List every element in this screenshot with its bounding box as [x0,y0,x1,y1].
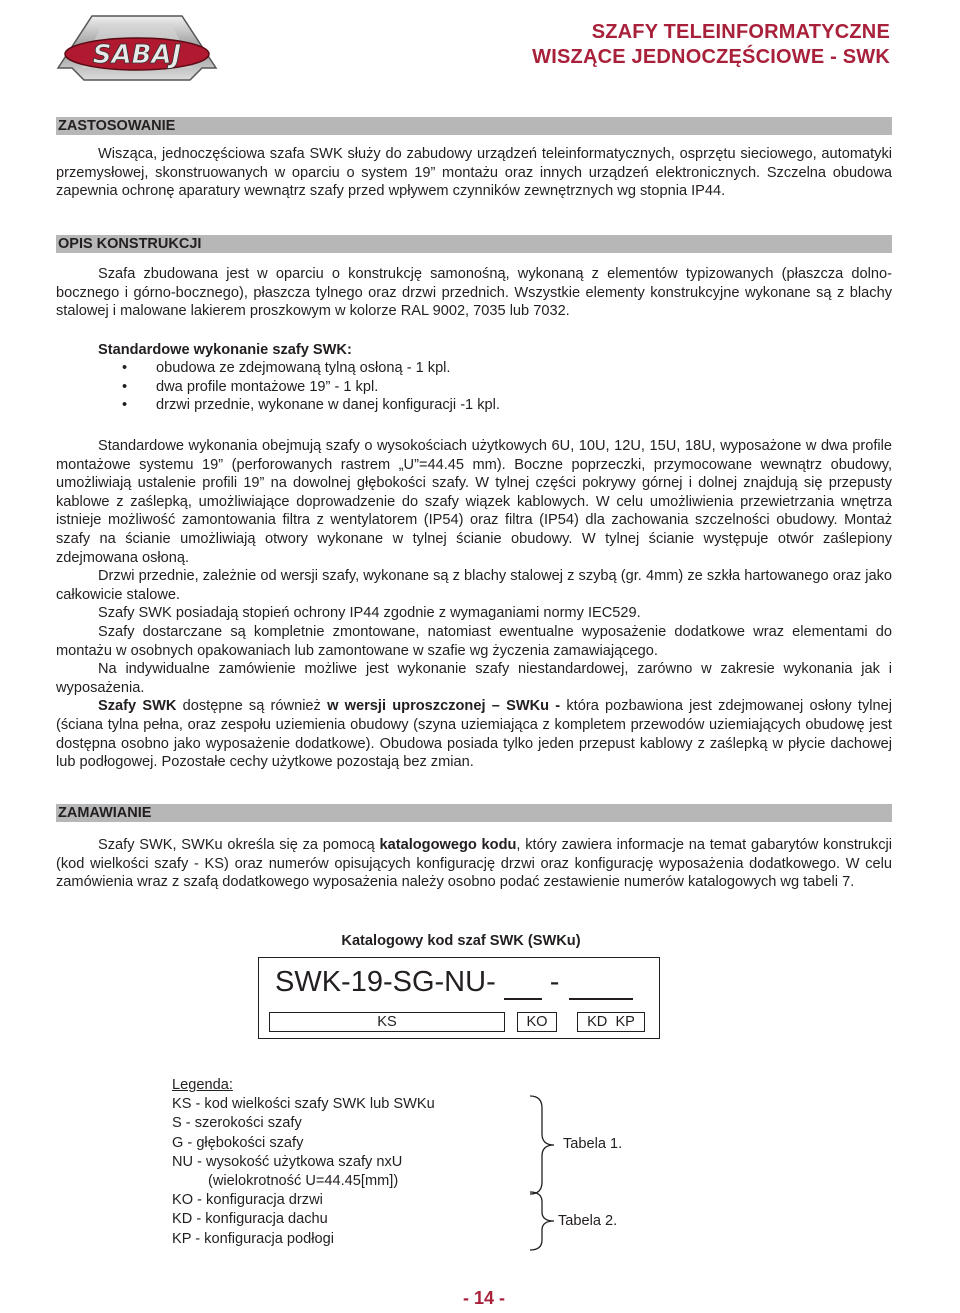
brace-icon [528,1094,558,1196]
header-title-line1: SZAFY TELEINFORMATYCZNE [591,21,890,43]
zastosowanie-paragraph: Wisząca, jednoczęściowa szafa SWK służy do zabudowy urządzeń teleinformatycznych, osprzętu sieciowego, automatyki przemysłowej, skonstruowanych w oparciu o system 19” montażu oraz innych urządzeń elektronicznych. Szczelna obudowa zapewnia ochronę aparatury wewnątrz szafy przed wpływem czynników zewnętrznych wg stopnia IP44. [56,146,892,200]
text: która pozbawiona jest zdejmowanej osłony tylnej (ściana tylna pełna, oraz zespołu uziemienia obudowy (szyna uziemiająca z kompletem przewodów uziemiających obudowę jest dostępna osobno jako wyposażenie dodatkowe). Obudowa posiada tylko jeden przepust kablowy z zaślepką w płycie dachowej lub podłogowej. Pozostałe cechy użytkowe pozostają bez zmian. [56,698,892,771]
bold-text: w wersji uproszczonej – SWKu - [327,698,561,715]
text: , który zawiera informacje na temat gabarytów konstrukcji (kod wielkości szafy - KS) oraz numerów opisujących konfigurację drzwi oraz konfigurację wyposażenia dodatkowego. W celu zamówienia wraz z szafą dodatkowego wyposażenia należy osobno podać zestawienie numerów katalogowych wg tabeli 7. [56,837,892,891]
legend-item: KP - konfiguracja podłogi [172,1230,334,1247]
paragraph [56,836,892,892]
bold-text: Szafy SWK [98,698,177,715]
paragraph: Drzwi przednie, zależnie od wersji szafy, wykonane są z blachy stalowej z szybą (gr. 4mm) ze szkła hartowanego oraz jako całkowicie stalowe. [56,568,892,603]
header-title-line2: WISZĄCE JEDNOCZĘŚCIOWE - SWK [532,46,890,68]
legend-item: (wielokrotność U=44.45[mm]) [208,1173,399,1190]
code-blank [569,970,633,1000]
zastosowanie-text [56,145,892,201]
legend-item: KD - konfiguracja dachu [172,1211,328,1228]
brace-icon [528,1190,558,1252]
list-item: • drzwi przednie, wykonane w danej konfiguracji -1 kpl. [122,396,500,415]
legend-item: KS - kod wielkości szafy SWK lub SWKu [172,1096,435,1113]
list-item: • obudowa ze zdejmowaną tylną osłoną - 1 kpl. [122,359,500,378]
standard-list [122,359,500,415]
legend-item: NU - wysokość użytkowa szafy nxU [172,1153,403,1170]
standard-title: Standardowe wykonanie szafy SWK: [98,342,352,358]
code-segment-ko: KO [517,1012,557,1032]
code-prefix: SWK-19-SG-NU- [275,966,496,998]
code-blank [504,970,542,1000]
sabaj-logo [52,8,222,98]
legend-item: S - szerokości szafy [172,1115,302,1132]
paragraph: Szafy dostarczane są kompletnie zmontowane, natomiast ewentualne wyposażenie dodatkowe wraz elementami do montażu w osobnych opakowaniach lub zamontowane w szafie wg życzenia zamawiającego. [56,623,892,659]
legend-title: Legenda: [172,1077,233,1093]
code-dash: - [549,966,560,998]
code-segment-kdkp: KD KP [577,1012,645,1032]
table-ref-2: Tabela 2. [558,1213,618,1229]
code-segment-ks: KS [269,1012,505,1032]
page-header-title [532,20,890,70]
zamawianie-text [56,836,892,892]
legend [172,1076,435,1249]
paragraph: Szafy SWK posiadają stopień ochrony IP44 zgodnie z wymaganiami normy IEC529. [98,605,641,622]
paragraph [56,697,892,771]
bold-text: katalogowego kodu [379,837,517,853]
section-bar-opis: OPIS KONSTRUKCJI [56,235,892,253]
section-bar-zamawianie: ZAMAWIANIE [56,804,892,822]
section-bar-zastosowanie: ZASTOSOWANIE [56,117,892,135]
table-ref-1: Tabela 1. [563,1136,623,1152]
page-number: - 14 - [462,1288,505,1308]
legend-item: KO - konfiguracja drzwi [172,1192,323,1209]
text: dostępne są również [176,698,328,715]
opis-details [56,437,892,772]
paragraph: Standardowe wykonania obejmują szafy o wysokościach użytkowych 6U, 10U, 12U, 15U, 18U, wyposażone w dwa profile montażowe systemu 19” (perforowanych rastrem „U”=44.45 mm). Boczne poprzeczki, przymocowane wewnątrz obudowy, umożliwiają ustalenie profili 19” na dowolnej głębokości szafy. W tylnej części pokrywy górnej i dolnej znajdują się przepusty kablowe z zaślepką, umożliwiające doprowadzenie do szafy wiązek kablowych. W celu umożliwienia przewietrzania wnętrza istnieje możliwość zamontowania filtra z wentylatorem (IP54) oraz filtra (IP54) dla zachowania szczelności obudowy. Montaż szafy na ścianie umożliwiają otwory wykonane w tylnej ścianie obudowy. W tylnej ścianie występuje otwór zaślepiony zdejmowana osłoną. [56,438,892,566]
code-box [258,957,660,1039]
list-item: • dwa profile montażowe 19” - 1 kpl. [122,378,500,397]
paragraph: Na indywidualne zamówienie możliwe jest wykonanie szafy niestandardowej, zarówno w zakresie wykonania jak i wyposażenia. [56,661,892,696]
logo-text: SABAJ [92,40,182,70]
code-title: Katalogowy kod szaf SWK (SWKu) [341,933,581,949]
opis-text [56,265,892,321]
code-string [275,964,633,1000]
text: Szafy SWK, SWKu określa się za pomocą [98,837,380,853]
opis-paragraph: Szafa zbudowana jest w oparciu o konstrukcję samonośną, wykonaną z elementów typizowanych (płaszcza dolno-bocznego i górno-bocznego), płaszcza tylnego oraz drzwi przednich. Wszystkie elementy konstrukcyjne wykonane są z blachy stalowej i malowane lakierem proszkowym w kolorze RAL 9002, 7035 lub 7032. [56,266,892,320]
legend-item: G - głębokości szafy [172,1134,304,1151]
